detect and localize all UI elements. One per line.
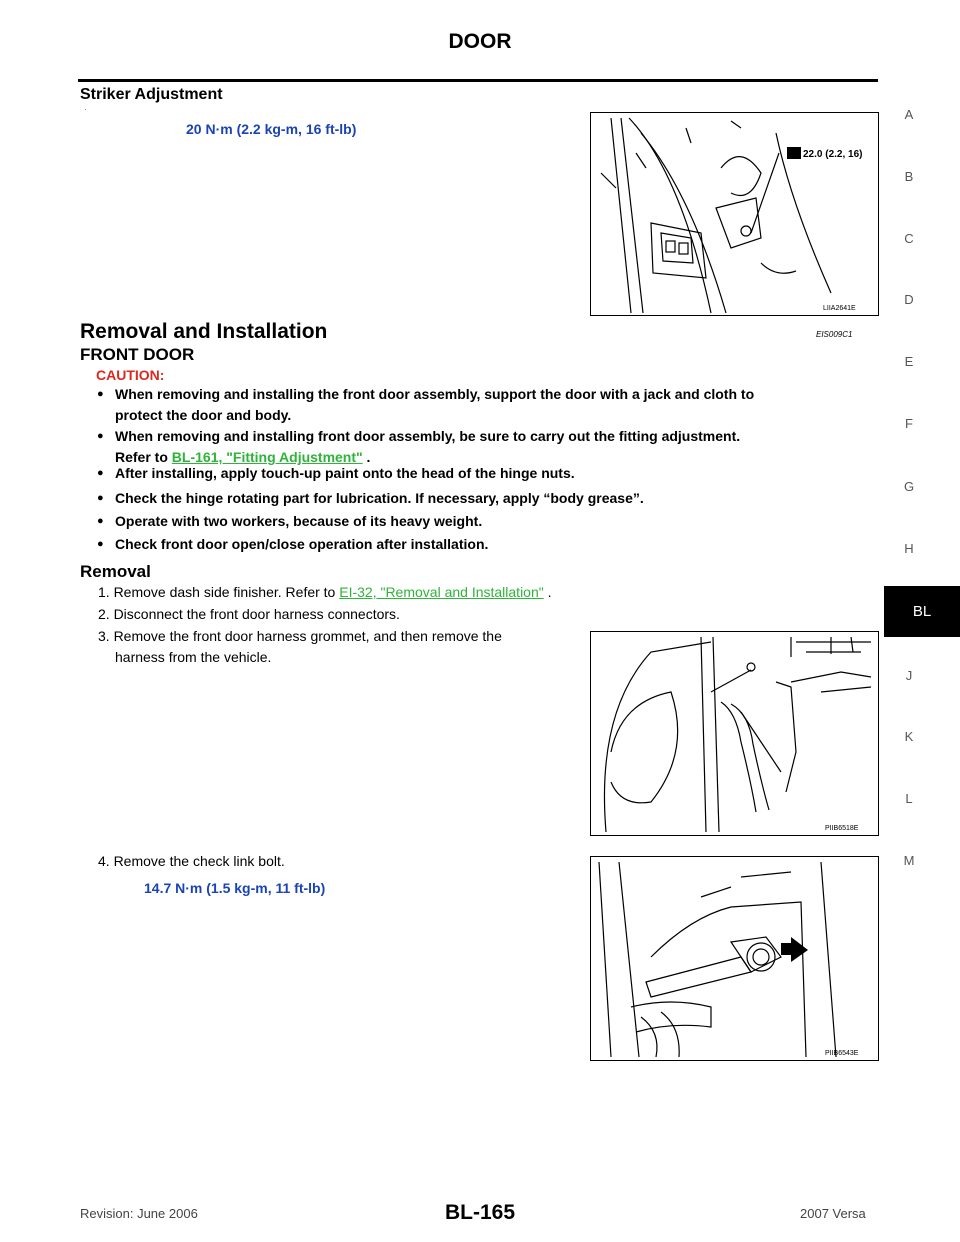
fitting-adjustment-link[interactable]: BL-161, "Fitting Adjustment" bbox=[171, 449, 363, 465]
section-tab-k[interactable]: K bbox=[904, 729, 914, 744]
striker-torque-spec: 20 N·m (2.2 kg-m, 16 ft-lb) bbox=[186, 121, 357, 137]
caution-item: ● Check the hinge rotating part for lubrication. If necessary, apply “body grease”. bbox=[115, 488, 880, 509]
striker-adjustment-heading: Striker Adjustment bbox=[80, 86, 223, 103]
removal-step-2: 2. Disconnect the front door harness connectors. bbox=[98, 606, 400, 622]
section-tab-g[interactable]: G bbox=[903, 479, 915, 494]
removal-step-3: 3. Remove the front door harness grommet, and then remove the harness from the vehicle. bbox=[98, 628, 502, 665]
removal-installation-heading: Removal and Installation bbox=[80, 320, 328, 343]
caution-label: CAUTION: bbox=[96, 367, 165, 383]
caution-item: ● After installing, apply touch-up paint onto the head of the hinge nuts. bbox=[115, 463, 880, 484]
check-link-illustration bbox=[591, 857, 878, 1060]
section-tab-h[interactable]: H bbox=[904, 541, 914, 556]
removal-step-4: 4. Remove the check link bolt. bbox=[98, 853, 285, 869]
bullet-icon: ● bbox=[97, 538, 104, 550]
ei-32-link[interactable]: EI-32, "Removal and Installation" bbox=[339, 584, 544, 600]
check-link-torque-spec: 14.7 N·m (1.5 kg-m, 11 ft-lb) bbox=[144, 880, 326, 896]
bullet-icon: ● bbox=[97, 430, 104, 442]
caution-item: ● When removing and installing front door assembly, be sure to carry out the fitting adjustment. Refer to BL-161, "Fitting Adjustment" . bbox=[97, 428, 741, 465]
check-link-figure bbox=[590, 856, 879, 1061]
striker-figure-code: LIIA2641E bbox=[823, 305, 856, 312]
bullet-icon: ● bbox=[97, 492, 104, 504]
section-tab-a[interactable]: A bbox=[904, 107, 914, 122]
harness-illustration bbox=[591, 632, 878, 835]
removal-step-1: 1. Remove dash side finisher. Refer to EI-32, "Removal and Installation" . bbox=[98, 584, 552, 600]
arrow-icon bbox=[781, 937, 808, 962]
torque-icon bbox=[787, 147, 801, 159]
striker-torque-callout: 22.0 (2.2, 16) bbox=[803, 149, 863, 160]
page-header-title: DOOR bbox=[448, 30, 512, 53]
section-tab-e[interactable]: E bbox=[904, 354, 914, 369]
removal-heading: Removal bbox=[80, 562, 151, 581]
section-tab-m[interactable]: M bbox=[903, 853, 915, 868]
section-tab-j[interactable]: J bbox=[905, 668, 913, 683]
harness-figure bbox=[590, 631, 879, 836]
footer-model: 2007 Versa bbox=[800, 1206, 866, 1221]
striker-illustration bbox=[591, 113, 878, 315]
front-door-heading: FRONT DOOR bbox=[80, 345, 195, 364]
caution-item: ● Operate with two workers, because of its heavy weight. bbox=[115, 511, 880, 532]
section-tab-c[interactable]: C bbox=[904, 231, 914, 246]
section-tab-b[interactable]: B bbox=[904, 169, 914, 184]
section-tab-f[interactable]: F bbox=[905, 416, 913, 431]
harness-figure-code: PIIB6518E bbox=[825, 825, 859, 832]
bullet-icon: ● bbox=[97, 515, 104, 527]
section-tab-bl-active[interactable]: BL bbox=[884, 586, 960, 637]
bullet-icon: ● bbox=[97, 467, 104, 479]
page-number: BL-165 bbox=[444, 1201, 516, 1224]
header-rule bbox=[78, 79, 878, 82]
caution-item: ● Check front door open/close operation after installation. bbox=[115, 534, 880, 555]
caution-item: ● When removing and installing the front door assembly, support the door with a jack and cloth to protect the door and body. bbox=[97, 386, 755, 423]
section-marker: · bbox=[84, 104, 87, 114]
footer-revision: Revision: June 2006 bbox=[80, 1206, 198, 1221]
check-link-figure-code: PIIB6543E bbox=[825, 1050, 859, 1057]
bullet-icon: ● bbox=[97, 388, 104, 400]
striker-figure bbox=[590, 112, 879, 316]
section-tab-l[interactable]: L bbox=[905, 791, 913, 806]
section-tab-d[interactable]: D bbox=[904, 292, 914, 307]
doc-id: EIS009C1 bbox=[816, 330, 853, 339]
